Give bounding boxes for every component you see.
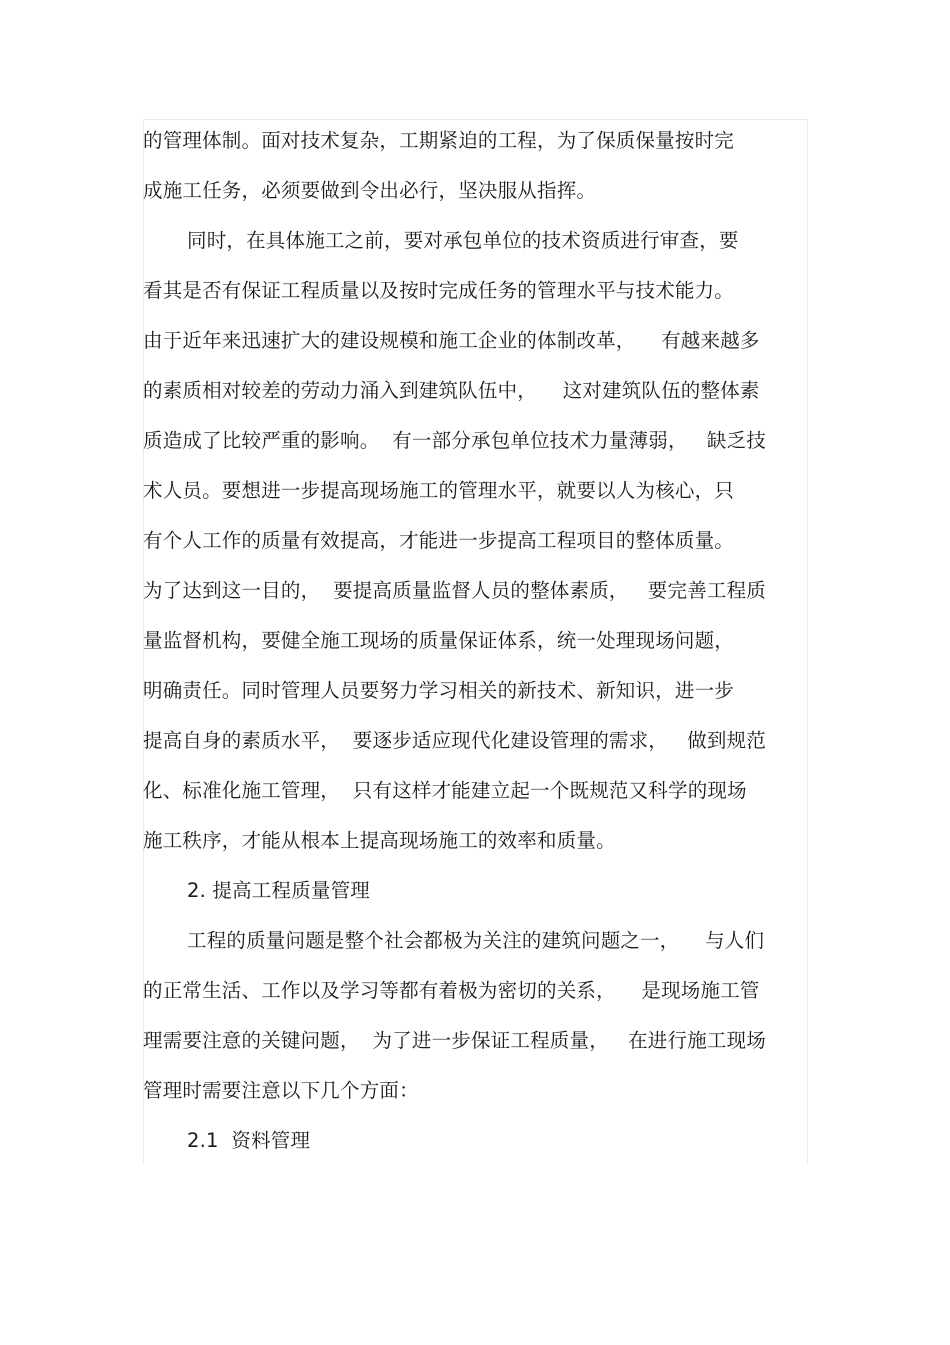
text-line: 的素质相对较差的劳动力涌入到建筑队伍中， 这对建筑队伍的整体素 [143,379,760,402]
text-line: 提高自身的素质水平， 要逐步适应现代化建设管理的需求， 做到规范 [143,729,766,752]
text-line: 由于近年来迅速扩大的建设规模和施工企业的体制改革， 有越来越多 [143,329,760,352]
subsection-heading: 2.1 资料管理 [187,1129,311,1152]
text-line: 的管理体制。面对技术复杂，工期紧迫的工程，为了保质保量按时完 [143,129,735,152]
text-line: 化、标准化施工管理， 只有这样才能建立起一个既规范又科学的现场 [143,779,747,802]
section-heading: 2. 提高工程质量管理 [187,879,371,902]
text-line: 施工秩序，才能从根本上提高现场施工的效率和质量。 [143,829,616,852]
text-line: 同时，在具体施工之前，要对承包单位的技术资质进行审查，要 [187,229,739,252]
text-line: 管理时需要注意以下几个方面： [143,1079,419,1102]
text-line: 质造成了比较严重的影响。 有一部分承包单位技术力量薄弱， 缺乏技 [143,429,766,452]
text-line: 工程的质量问题是整个社会都极为关注的建筑问题之一， 与人们 [187,929,765,952]
text-line: 术人员。要想进一步提高现场施工的管理水平，就要以人为核心，只 [143,479,735,502]
text-line: 为了达到这一目的， 要提高质量监督人员的整体素质， 要完善工程质 [143,579,766,602]
text-line: 有个人工作的质量有效提高，才能进一步提高工程项目的整体质量。 [143,529,735,552]
text-line: 的正常生活、工作以及学习等都有着极为密切的关系， 是现场施工管 [143,979,760,1002]
text-line: 明确责任。同时管理人员要努力学习相关的新技术、新知识，进一步 [143,679,735,702]
text-line: 量监督机构，要健全施工现场的质量保证体系，统一处理现场问题， [143,629,735,652]
text-line: 理需要注意的关键问题， 为了进一步保证工程质量， 在进行施工现场 [143,1029,766,1052]
text-line: 成施工任务，必须要做到令出必行，坚决服从指挥。 [143,179,597,202]
text-line: 看其是否有保证工程质量以及按时完成任务的管理水平与技术能力。 [143,279,735,302]
